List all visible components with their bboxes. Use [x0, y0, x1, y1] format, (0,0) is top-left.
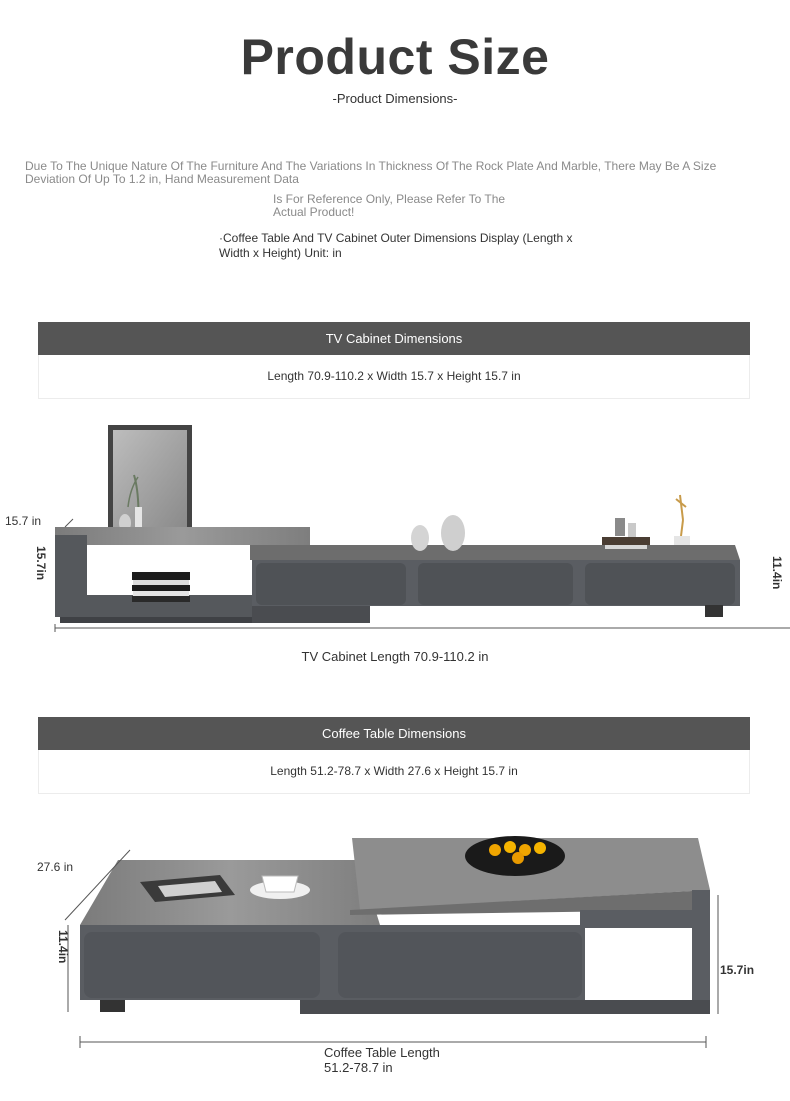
coffee-table-section-header: Coffee Table Dimensions — [38, 717, 750, 750]
coffee-depth-label: 27.6 in — [37, 860, 74, 874]
coffee-table-spec: Length 51.2-78.7 x Width 27.6 x Height 15.7 in — [38, 750, 750, 794]
coffee-left-height-label: 11.4in — [56, 930, 70, 964]
coffee-table-illustration — [0, 830, 790, 1060]
dimension-unit-note: ·Coffee Table And TV Cabinet Outer Dimensions Display (Length x Width x Height) Unit: in — [219, 231, 573, 260]
tv-cabinet-illustration — [0, 415, 790, 645]
tv-depth-label: 15.7 in — [5, 514, 42, 528]
tv-right-height-label: 11.4in — [770, 556, 784, 590]
poster-frame — [108, 425, 192, 533]
coffee-length-caption-line2: 51.2-78.7 in — [324, 1060, 393, 1075]
tv-cabinet-section-header: TV Cabinet Dimensions — [38, 322, 750, 355]
tv-left-height-label: 15.7in — [34, 546, 48, 581]
tv-length-caption: TV Cabinet Length 70.9-110.2 in — [301, 649, 489, 664]
coffee-length-caption-line1: Coffee Table Length — [324, 1045, 440, 1060]
tv-cabinet-spec: Length 70.9-110.2 x Width 15.7 x Height 15.7 in — [38, 355, 750, 399]
page-title: Product Size — [240, 29, 550, 85]
coffee-right-height-label: 15.7in — [720, 963, 755, 977]
reference-note: Is For Reference Only, Please Refer To The Actual Product! — [273, 192, 506, 219]
measurement-note: Due To The Unique Nature Of The Furniture And The Variations In Thickness Of The Rock Plate And Marble, There May Be A Size Deviation Of Up To 1.2 in, Hand Measurement Data — [25, 159, 717, 186]
page-subtitle: -Product Dimensions- — [332, 91, 458, 106]
